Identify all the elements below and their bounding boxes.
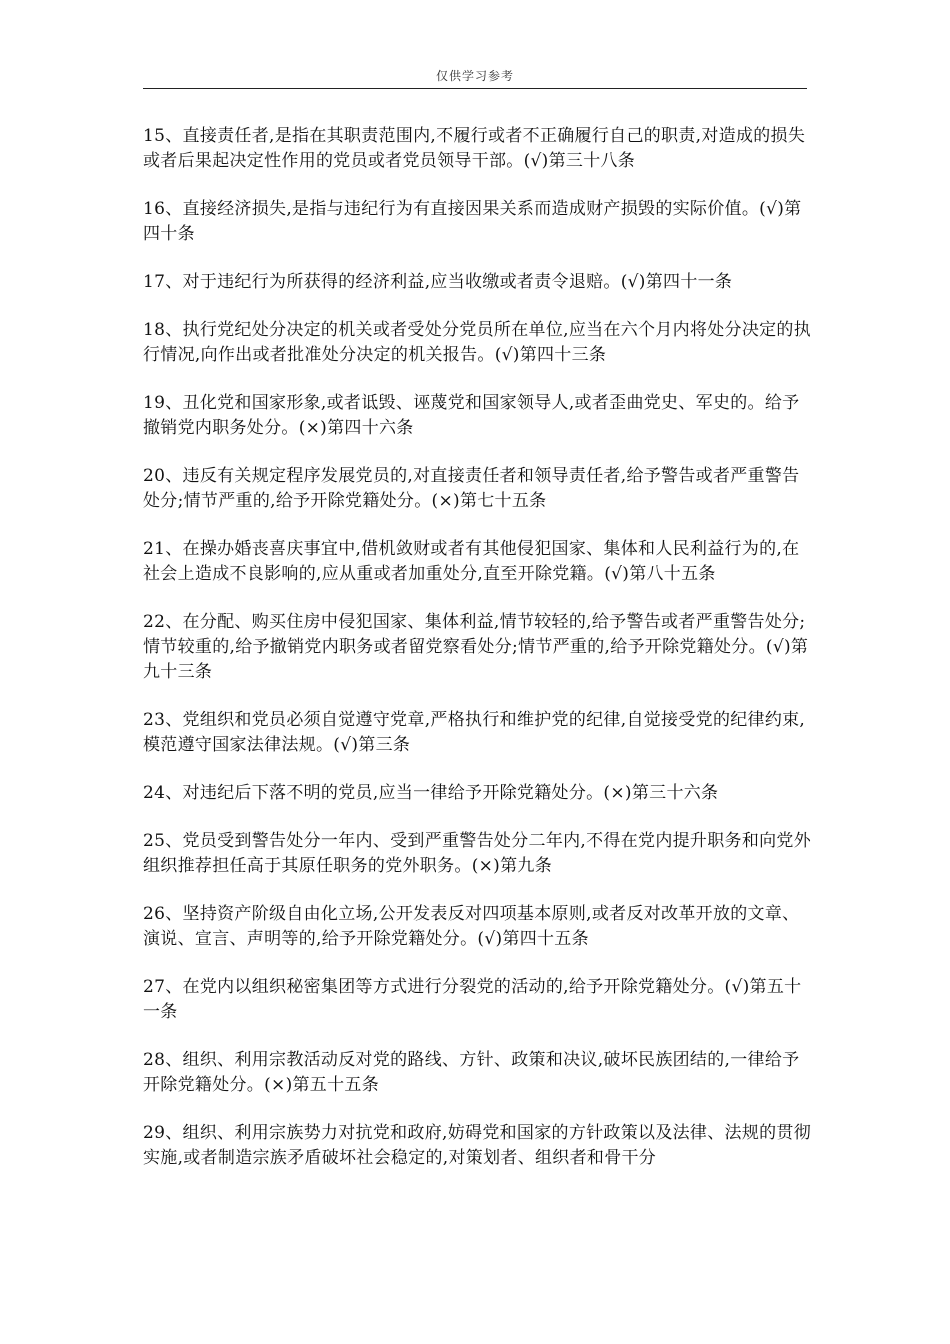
list-item: 24、对违纪后下落不明的党员,应当一律给予开除党籍处分。(×)第三十六条	[143, 783, 719, 803]
list-item: 25、党员受到警告处分一年内、受到严重警告处分二年内,不得在党内提升职务和向党外组织推荐担任高于其原任职务的党外职务。(×)第九条	[143, 831, 812, 876]
list-item: 23、党组织和党员必须自觉遵守党章,严格执行和维护党的纪律,自觉接受党的纪律约束,模范遵守国家法律法规。(√)第三条	[143, 710, 806, 755]
page-header	[143, 64, 807, 89]
list-item: 20、违反有关规定程序发展党员的,对直接责任者和领导责任者,给予警告或者严重警告处分;情节严重的,给予开除党籍处分。(×)第七十五条	[143, 466, 800, 511]
list-item: 17、对于违纪行为所获得的经济利益,应当收缴或者责令退赔。(√)第四十一条	[143, 272, 733, 292]
header-text: 仅供学习参考	[435, 69, 514, 83]
list-item: 22、在分配、购买住房中侵犯国家、集体利益,情节较轻的,给予警告或者严重警告处分;情节较重的,给予撤销党内职务或者留党察看处分;情节严重的,给予开除党籍处分。(√)第九十三条	[143, 612, 809, 682]
list-item: 18、执行党纪处分决定的机关或者受处分党员所在单位,应当在六个月内将处分决定的执行情况,向作出或者批准处分决定的机关报告。(√)第四十三条	[143, 320, 812, 365]
list-item: 26、坚持资产阶级自由化立场,公开发表反对四项基本原则,或者反对改革开放的文章、演说、宣言、声明等的,给予开除党籍处分。(√)第四十五条	[143, 904, 800, 949]
list-item: 21、在操办婚丧喜庆事宜中,借机敛财或者有其他侵犯国家、集体和人民利益行为的,在社会上造成不良影响的,应从重或者加重处分,直至开除党籍。(√)第八十五条	[143, 539, 800, 584]
list-item: 16、直接经济损失,是指与违纪行为有直接因果关系而造成财产损毁的实际价值。(√)第四十条	[143, 199, 802, 244]
list-item: 28、组织、利用宗教活动反对党的路线、方针、政策和决议,破坏民族团结的,一律给予开除党籍处分。(×)第五十五条	[143, 1050, 800, 1095]
list-item: 19、丑化党和国家形象,或者诋毁、诬蔑党和国家领导人,或者歪曲党史、军史的。给予撤销党内职务处分。(×)第四十六条	[143, 393, 800, 438]
list-item: 29、组织、利用宗族势力对抗党和政府,妨碍党和国家的方针政策以及法律、法规的贯彻实施,或者制造宗族矛盾破坏社会稳定的,对策划者、组织者和骨干分	[143, 1123, 812, 1168]
list-item: 15、直接责任者,是指在其职责范围内,不履行或者不正确履行自己的职责,对造成的损失或者后果起决定性作用的党员或者党员领导干部。(√)第三十八条	[143, 126, 806, 171]
question-list	[143, 124, 815, 1194]
list-item: 27、在党内以组织秘密集团等方式进行分裂党的活动的,给予开除党籍处分。(√)第五十一条	[143, 977, 802, 1022]
